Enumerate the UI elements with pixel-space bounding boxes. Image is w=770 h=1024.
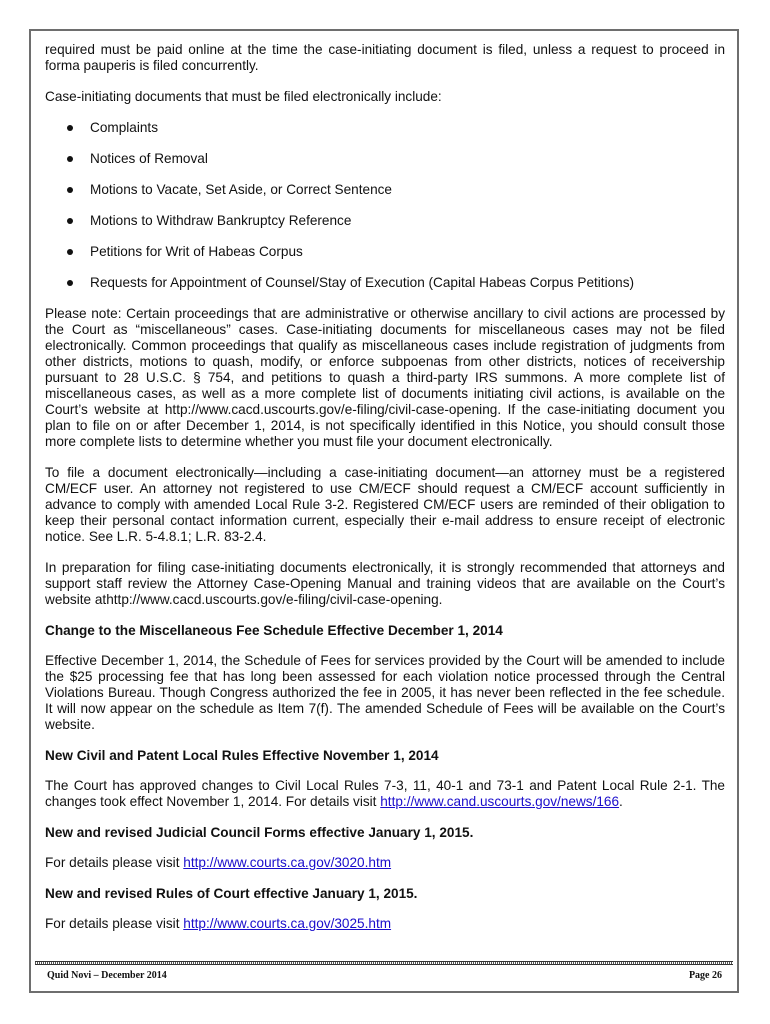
local-rules-paragraph: The Court has approved changes to Civil Local Rules 7-3, 11, 40-1 and 73-1 and Patent Local Rule 2-1. The changes took effect November 1, 2014. For details visit http://www.cand.uscourts.gov/news/166. bbox=[45, 778, 725, 809]
bullet-icon bbox=[67, 249, 73, 255]
footer-page-number: Page 26 bbox=[688, 970, 722, 981]
list-item: Notices of Removal bbox=[45, 151, 725, 167]
case-document-list bbox=[45, 120, 725, 291]
bullet-icon bbox=[67, 125, 73, 131]
list-item: Requests for Appointment of Counsel/Stay of Execution (Capital Habeas Corpus Petitions) bbox=[45, 275, 725, 291]
council-forms-paragraph: For details please visit http://www.courts.ca.gov/3020.htm bbox=[45, 855, 392, 870]
preparation-paragraph: In preparation for filing case-initiating documents electronically, it is strongly recommended that attorneys and support staff review the Attorney Case-Opening Manual and training videos that are available on the Court’s website athttp://www.cacd.uscourts.gov/e-filing/civil-case-opening. bbox=[45, 560, 725, 607]
bullet-icon bbox=[67, 156, 73, 162]
list-item: Motions to Withdraw Bankruptcy Reference bbox=[45, 213, 725, 229]
rules-of-court-paragraph: For details please visit http://www.courts.ca.gov/3025.htm bbox=[45, 916, 392, 931]
footer-publication: Quid Novi – December 2014 bbox=[47, 970, 167, 981]
bullet-icon bbox=[67, 218, 73, 224]
local-rules-link[interactable]: http://www.cand.uscourts.gov/news/166 bbox=[380, 794, 620, 809]
list-intro: Case-initiating documents that must be filed electronically include: bbox=[45, 89, 442, 104]
intro-paragraph: required must be paid online at the time the case-initiating document is filed, unless a request to proceed in forma pauperis is filed concurrently. bbox=[45, 42, 725, 73]
note-paragraph: Please note: Certain proceedings that are administrative or otherwise ancillary to civil actions are processed by the Court as “miscellaneous” cases. Case-initiating documents for miscellaneous cases may not be filed electronically. Common proceedings that qualify as miscellaneous cases include registration of judgments from other districts, motions to quash, modify, or enforce subpoenas from other districts, notices of receivership pursuant to 28 U.S.C. § 754, and petitions to quash a third-party IRS summons. A more complete list of miscellaneous cases, as well as a more complete list of documents initiating civil actions, is available on the Court’s website at http://www.cacd.uscourts.gov/e-filing/civil-case-opening. If the case-initiating document you plan to file on or after December 1, 2014, is not specifically identified in this Notice, you should consult those more complete lists to determine whether you must file your document electronically. bbox=[45, 306, 725, 449]
list-item: Motions to Vacate, Set Aside, or Correct Sentence bbox=[45, 182, 725, 198]
misc-fee-paragraph: Effective December 1, 2014, the Schedule of Fees for services provided by the Court will be amended to include the $25 processing fee that has long been assessed for each violation notice processed through the Central Violations Bureau. Though Congress authorized the fee in 2005, it has never been reflected in the fee schedule. It will now appear on the schedule as Item 7(f). The amended Schedule of Fees will be available on the Court’s website. bbox=[45, 653, 725, 732]
misc-fee-heading: Change to the Miscellaneous Fee Schedule Effective December 1, 2014 bbox=[45, 623, 503, 638]
rules-of-court-link[interactable]: http://www.courts.ca.gov/3025.htm bbox=[183, 916, 392, 931]
document-body bbox=[45, 42, 725, 947]
council-forms-link[interactable]: http://www.courts.ca.gov/3020.htm bbox=[183, 855, 392, 870]
rules-of-court-heading: New and revised Rules of Court effective January 1, 2015. bbox=[45, 886, 418, 901]
list-item: Complaints bbox=[45, 120, 725, 136]
filing-paragraph: To file a document electronically—including a case-initiating document—an attorney must be a registered CM/ECF user. An attorney not registered to use CM/ECF should request a CM/ECF account sufficiently in advance to comply with amended Local Rule 3-2. Registered CM/ECF users are reminded of their obligation to keep their personal contact information current, especially their e-mail address to ensure receipt of electronic notice. See L.R. 5-4.8.1; L.R. 83-2.4. bbox=[45, 465, 725, 544]
footer-divider bbox=[35, 961, 733, 965]
bullet-icon bbox=[67, 187, 73, 193]
council-forms-heading: New and revised Judicial Council Forms effective January 1, 2015. bbox=[45, 825, 474, 840]
bullet-icon bbox=[67, 280, 73, 286]
list-item: Petitions for Writ of Habeas Corpus bbox=[45, 244, 725, 260]
local-rules-heading: New Civil and Patent Local Rules Effective November 1, 2014 bbox=[45, 748, 439, 763]
